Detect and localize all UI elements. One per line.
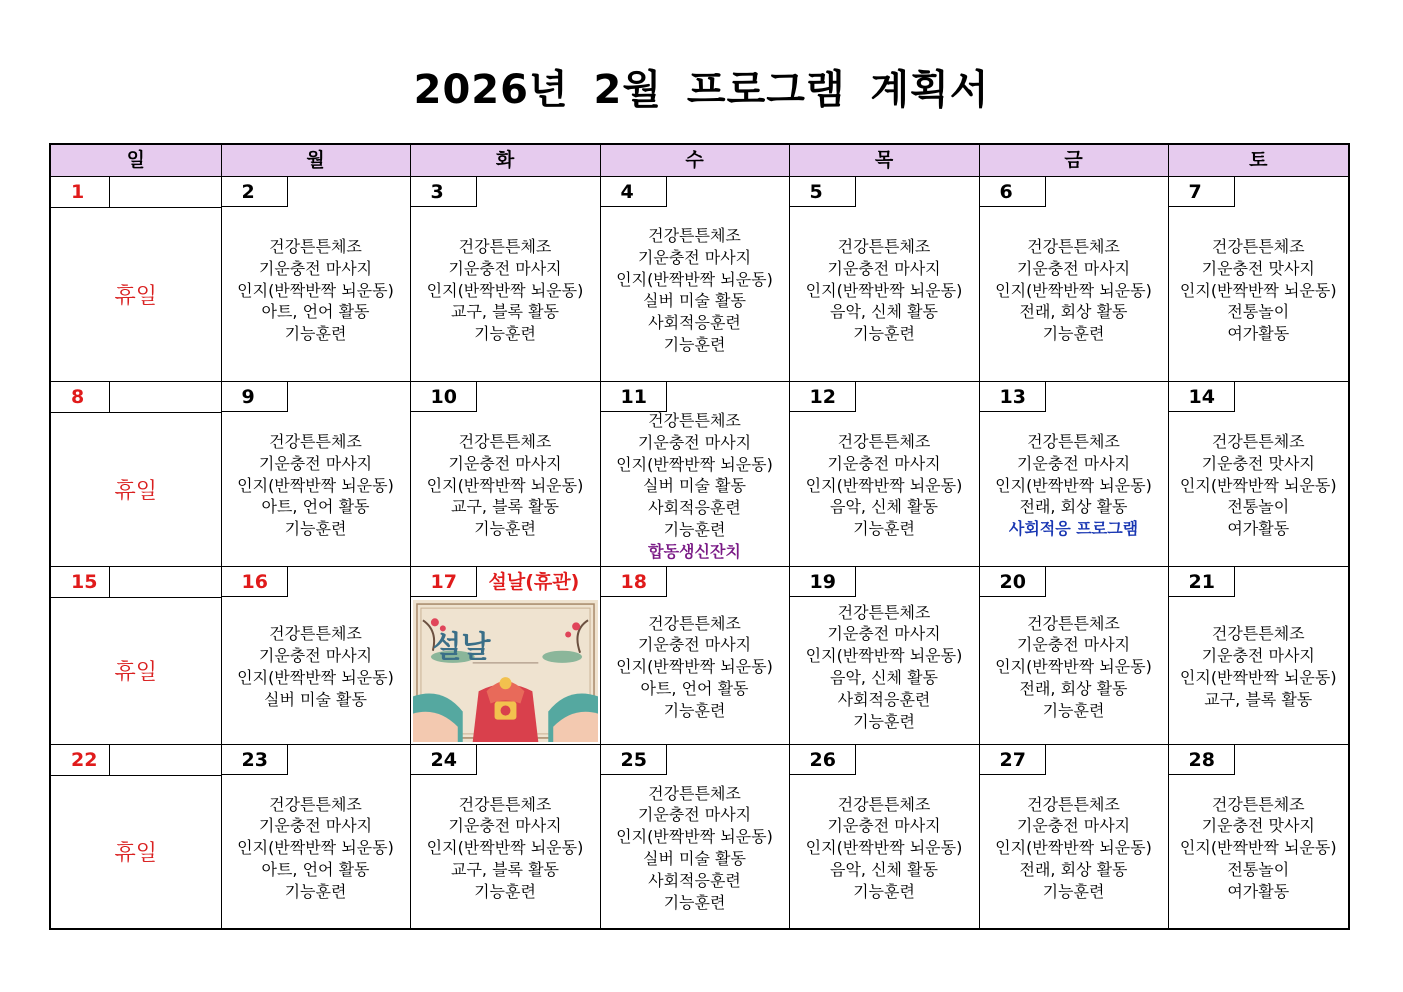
day-cell-wed: [600, 382, 789, 567]
day-number: 5: [790, 177, 856, 207]
day-cell-thu: [789, 567, 979, 745]
program-item: 건강튼튼체조: [269, 624, 362, 644]
program-item: 건강튼튼체조: [458, 237, 552, 256]
day-number: 21: [1169, 567, 1235, 597]
calendar-table: [49, 143, 1350, 930]
program-item: 인지(반짝반짝 뇌운동): [237, 838, 394, 858]
day-cell-fri: [979, 382, 1168, 567]
program-item: 교구, 블록 활동: [1204, 689, 1313, 709]
program-item: 기운충전 마사지: [1201, 646, 1315, 666]
program-item: 인지(반짝반짝 뇌운동): [805, 646, 963, 666]
program-item: 기운충전 마사지: [258, 816, 373, 836]
program-item: 기운충전 마사지: [1016, 635, 1131, 655]
day-number: 9: [222, 382, 288, 412]
holiday-label: 휴일: [114, 478, 157, 504]
program-item: 건강튼튼체조: [458, 432, 552, 451]
day-number: 6: [980, 177, 1046, 207]
program-item: 사회적응훈련: [648, 498, 741, 518]
program-item: 기운충전 마사지: [827, 453, 941, 473]
program-item: 기능훈련: [1042, 700, 1105, 720]
program-item: 기운충전 마사지: [637, 805, 752, 825]
program-list: [790, 794, 979, 903]
program-item: 기능훈련: [474, 519, 536, 539]
program-list: [222, 623, 410, 710]
program-item: 기운충전 마사지: [1016, 816, 1131, 836]
divider: [109, 177, 110, 207]
program-item: 기능훈련: [853, 324, 915, 344]
day-cell-thu: [789, 745, 979, 930]
program-list: [790, 602, 979, 733]
page-title: 2026년 2월 프로그램 계획서: [413, 67, 990, 113]
day-number: 28: [1169, 745, 1235, 775]
day-number: 23: [222, 745, 288, 775]
divider: [51, 597, 221, 598]
divider: [51, 412, 221, 413]
program-item: 인지(반짝반짝 뇌운동): [995, 280, 1152, 300]
program-item: 건강튼튼체조: [648, 226, 741, 246]
program-item: 여가활동: [1227, 881, 1290, 901]
program-item: 여가활동: [1227, 324, 1290, 344]
program-item: 음악, 신체 활동: [830, 302, 938, 322]
day-number: 19: [790, 567, 856, 597]
program-item: 아트, 언어 활동: [640, 678, 749, 698]
program-item: 건강튼튼체조: [648, 783, 741, 803]
weekday-sat: 토: [1168, 144, 1349, 177]
program-list: [411, 431, 600, 540]
seollal-illustration: [413, 600, 598, 742]
day-number: 4: [601, 177, 667, 207]
program-item: 인지(반짝반짝 뇌운동): [426, 838, 584, 858]
program-item: 인지(반짝반짝 뇌운동): [1179, 838, 1337, 858]
day-cell-sun: [50, 567, 221, 745]
program-item: 인지(반짝반짝 뇌운동): [1179, 280, 1337, 300]
program-list: [980, 431, 1168, 540]
weekday-fri: 금: [979, 144, 1168, 177]
special-event: 사회적응 프로그램: [1008, 519, 1139, 539]
divider: [109, 382, 110, 412]
program-list: [1169, 623, 1349, 710]
day-number: 7: [1169, 177, 1235, 207]
illustration-title: 설날: [432, 630, 491, 665]
day-cell-sun: [50, 382, 221, 567]
program-item: 건강튼튼체조: [269, 794, 362, 814]
program-list: [1169, 794, 1349, 903]
program-item: 기운충전 마사지: [637, 247, 752, 267]
program-item: 건강튼튼체조: [269, 432, 362, 451]
day-cell-sat: [1168, 382, 1349, 567]
program-item: 기능훈련: [1042, 881, 1105, 901]
day-cell-sat: [1168, 177, 1349, 382]
program-item: 인지(반짝반짝 뇌운동): [995, 838, 1152, 858]
day-cell-sun: [50, 745, 221, 930]
program-item: 전래, 회상 활동: [1019, 678, 1128, 698]
program-item: 아트, 언어 활동: [261, 497, 370, 517]
day-cell-mon: [221, 745, 410, 930]
program-list: [601, 613, 789, 722]
program-item: 실버 미술 활동: [643, 291, 746, 311]
program-item: 교구, 블록 활동: [451, 859, 559, 879]
program-item: 교구, 블록 활동: [451, 302, 559, 322]
day-cell-mon: [221, 567, 410, 745]
program-item: 건강튼튼체조: [837, 794, 931, 814]
day-number: 10: [411, 382, 477, 412]
program-item: 음악, 신체 활동: [830, 667, 938, 687]
program-list: [601, 410, 789, 563]
program-item: 기운충전 마사지: [827, 624, 941, 644]
program-item: 음악, 신체 활동: [830, 497, 938, 517]
program-item: 인지(반짝반짝 뇌운동): [237, 667, 394, 687]
day-cell-fri: [979, 177, 1168, 382]
program-item: 여가활동: [1227, 519, 1290, 539]
weekday-tue: 화: [410, 144, 600, 177]
day-number: 16: [222, 567, 288, 597]
program-item: 실버 미술 활동: [264, 689, 367, 709]
program-item: 기운충전 맛사지: [1201, 816, 1315, 836]
program-item: 기운충전 맛사지: [1201, 258, 1315, 278]
day-number: 26: [790, 745, 856, 775]
program-item: 기능훈련: [853, 519, 915, 539]
day-cell-sat: [1168, 567, 1349, 745]
program-item: 건강튼튼체조: [1211, 624, 1305, 644]
program-item: 기능훈련: [284, 519, 347, 539]
program-item: 기능훈련: [1042, 324, 1105, 344]
program-item: 인지(반짝반짝 뇌운동): [1179, 667, 1337, 687]
holiday-label: 휴일: [114, 660, 157, 685]
program-item: 건강튼튼체조: [648, 411, 741, 430]
program-item: 인지(반짝반짝 뇌운동): [995, 475, 1152, 495]
week-row: [50, 745, 1349, 930]
program-item: 인지(반짝반짝 뇌운동): [426, 475, 584, 495]
weekday-mon: 월: [221, 144, 410, 177]
program-item: 기운충전 마사지: [827, 258, 941, 278]
program-item: 인지(반짝반짝 뇌운동): [237, 475, 394, 495]
program-item: 사회적응훈련: [837, 689, 931, 709]
day-cell-sat: [1168, 745, 1349, 930]
program-item: 기능훈련: [663, 335, 726, 355]
program-item: 기운충전 마사지: [1016, 453, 1131, 473]
program-item: 인지(반짝반짝 뇌운동): [805, 838, 963, 858]
program-item: 건강튼튼체조: [1027, 432, 1120, 451]
holiday-label: 휴일: [114, 841, 157, 866]
program-item: 기능훈련: [663, 700, 726, 720]
day-number: 15: [71, 571, 98, 593]
day-number: 2: [222, 177, 288, 207]
program-item: 아트, 언어 활동: [261, 859, 370, 879]
day-cell-tue: [410, 177, 600, 382]
program-item: 기능훈련: [474, 324, 536, 344]
program-item: 건강튼튼체조: [837, 237, 931, 256]
program-item: 기운충전 마사지: [637, 635, 752, 655]
program-item: 기운충전 마사지: [448, 258, 562, 278]
day-number: 22: [71, 749, 98, 771]
divider: [109, 745, 110, 775]
program-item: 인지(반짝반짝 뇌운동): [616, 269, 773, 289]
program-list: [601, 783, 789, 914]
program-item: 전통놀이: [1227, 497, 1290, 517]
day-cell-tue: [410, 382, 600, 567]
day-cell-fri: [979, 745, 1168, 930]
program-item: 기능훈련: [663, 519, 726, 539]
program-item: 교구, 블록 활동: [451, 497, 559, 517]
day-number: 18: [601, 567, 667, 597]
day-number: 25: [601, 745, 667, 775]
program-item: 전래, 회상 활동: [1019, 302, 1128, 322]
day-cell-tue: [410, 745, 600, 930]
divider: [51, 207, 221, 208]
program-item: 기능훈련: [853, 881, 915, 901]
program-item: 건강튼튼체조: [837, 602, 931, 622]
day-number: 24: [411, 745, 477, 775]
day-number: 8: [71, 386, 85, 408]
program-item: 전래, 회상 활동: [1019, 497, 1128, 517]
day-number: 17: [411, 567, 477, 597]
program-item: 건강튼튼체조: [837, 432, 931, 451]
program-item: 기능훈련: [474, 881, 536, 901]
week-row: [50, 567, 1349, 745]
program-list: [601, 225, 789, 356]
day-cell-thu: [789, 177, 979, 382]
day-number: 1: [71, 181, 85, 203]
program-list: [222, 794, 410, 903]
program-item: 기운충전 마사지: [827, 816, 941, 836]
day-number: 20: [980, 567, 1046, 597]
program-item: 기운충전 마사지: [258, 258, 373, 278]
day-number: 14: [1169, 382, 1235, 412]
program-item: 기운충전 마사지: [1016, 258, 1131, 278]
day-number: 27: [980, 745, 1046, 775]
holiday-label: 휴일: [114, 283, 157, 309]
program-item: 기능훈련: [284, 324, 347, 344]
program-list: [980, 613, 1168, 722]
program-item: 전통놀이: [1227, 859, 1290, 879]
program-item: 기능훈련: [853, 711, 915, 731]
program-item: 건강튼튼체조: [648, 613, 741, 633]
special-event: 합동생신잔치: [648, 541, 741, 561]
program-item: 인지(반짝반짝 뇌운동): [805, 475, 963, 495]
program-item: 건강튼튼체조: [458, 794, 552, 814]
program-list: [222, 431, 410, 540]
program-item: 기능훈련: [663, 892, 726, 912]
divider: [51, 775, 221, 776]
program-item: 건강튼튼체조: [269, 237, 362, 256]
day-number: 12: [790, 382, 856, 412]
program-item: 건강튼튼체조: [1027, 794, 1120, 814]
program-list: [1169, 236, 1349, 345]
program-item: 전통놀이: [1227, 302, 1290, 322]
day-number: 13: [980, 382, 1046, 412]
program-list: [222, 236, 410, 345]
program-item: 건강튼튼체조: [1211, 237, 1305, 256]
program-item: 실버 미술 활동: [643, 476, 746, 496]
program-item: 실버 미술 활동: [643, 848, 746, 868]
program-item: 인지(반짝반짝 뇌운동): [616, 827, 773, 847]
program-list: [790, 431, 979, 540]
week-row: [50, 177, 1349, 382]
program-list: [411, 236, 600, 345]
program-item: 인지(반짝반짝 뇌운동): [1179, 475, 1337, 495]
program-item: 기운충전 마사지: [448, 453, 562, 473]
weekday-thu: 목: [789, 144, 979, 177]
day-cell-thu: [789, 382, 979, 567]
program-item: 인지(반짝반짝 뇌운동): [237, 280, 394, 300]
program-item: 인지(반짝반짝 뇌운동): [995, 657, 1152, 677]
holiday-closure-label: 설날(휴관): [488, 571, 580, 593]
program-item: 기능훈련: [284, 881, 347, 901]
day-cell-fri: [979, 567, 1168, 745]
program-item: 사회적응훈련: [648, 870, 741, 890]
divider: [109, 567, 110, 597]
weekday-sun: 일: [50, 144, 221, 177]
day-number: 3: [411, 177, 477, 207]
day-cell-mon: [221, 177, 410, 382]
weekday-wed: 수: [600, 144, 789, 177]
program-list: [1169, 431, 1349, 540]
day-cell-wed: [600, 567, 789, 745]
program-list: [980, 794, 1168, 903]
program-item: 기운충전 마사지: [258, 646, 373, 666]
day-cell-mon: [221, 382, 410, 567]
program-item: 음악, 신체 활동: [830, 859, 938, 879]
program-item: 건강튼튼체조: [1027, 237, 1120, 256]
program-item: 인지(반짝반짝 뇌운동): [426, 280, 584, 300]
program-item: 사회적응훈련: [648, 313, 741, 333]
day-cell-wed: [600, 745, 789, 930]
program-item: 인지(반짝반짝 뇌운동): [805, 280, 963, 300]
program-item: 전래, 회상 활동: [1019, 859, 1128, 879]
program-item: 인지(반짝반짝 뇌운동): [616, 657, 773, 677]
day-cell-wed: [600, 177, 789, 382]
program-item: 인지(반짝반짝 뇌운동): [616, 454, 773, 474]
program-item: 기운충전 맛사지: [1201, 453, 1315, 473]
day-cell-sun: [50, 177, 221, 382]
program-list: [790, 236, 979, 345]
day-number: 11: [601, 382, 667, 412]
program-item: 건강튼튼체조: [1211, 432, 1305, 451]
program-list: [980, 236, 1168, 345]
program-item: 아트, 언어 활동: [261, 302, 370, 322]
program-item: 건강튼튼체조: [1027, 613, 1120, 633]
program-item: 기운충전 마사지: [448, 816, 562, 836]
program-item: 건강튼튼체조: [1211, 794, 1305, 814]
program-list: [411, 794, 600, 903]
week-row: [50, 382, 1349, 567]
weekday-header-row: [50, 144, 1349, 177]
program-item: 기운충전 마사지: [258, 453, 373, 473]
program-item: 기운충전 마사지: [637, 432, 752, 452]
day-cell-tue: [410, 567, 600, 745]
